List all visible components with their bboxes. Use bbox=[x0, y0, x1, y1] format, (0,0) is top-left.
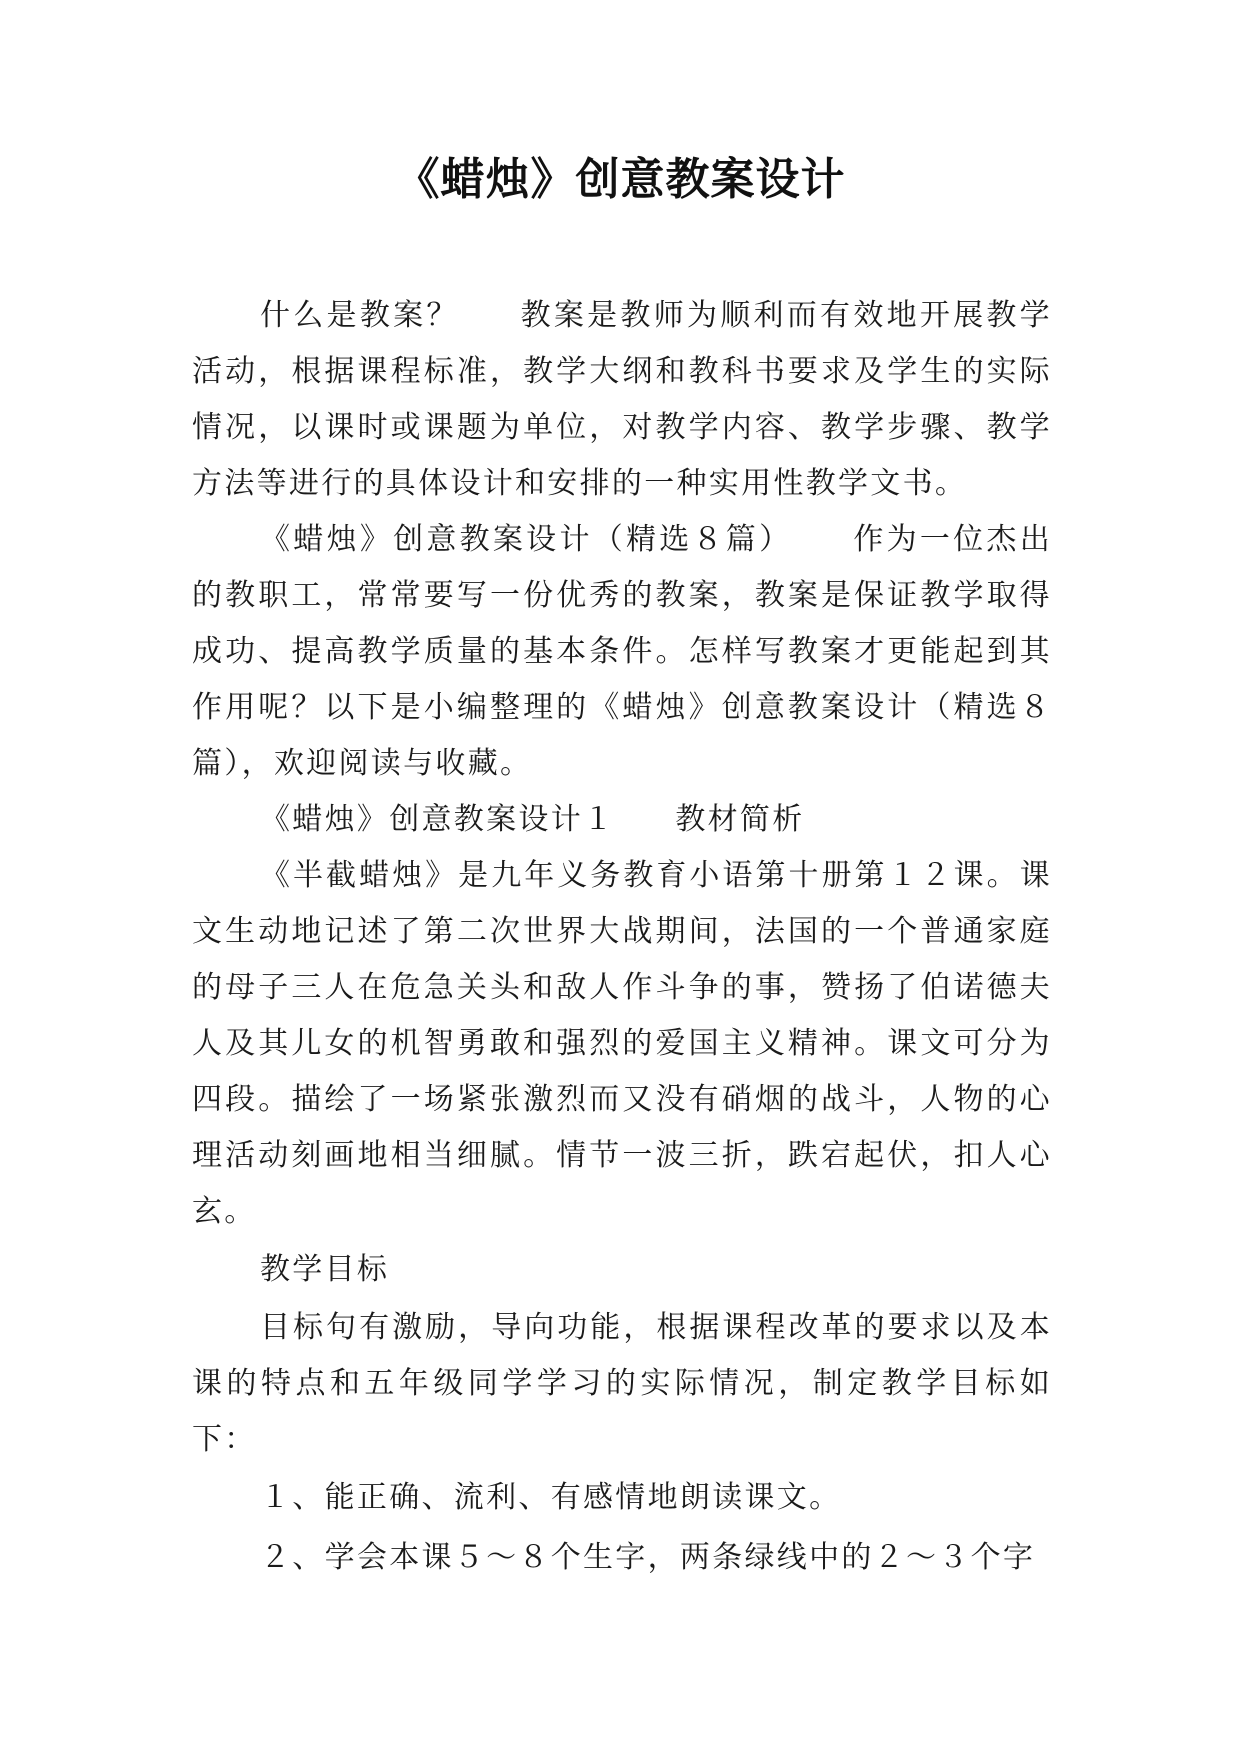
paragraph-text: 教学目标 bbox=[260, 1252, 390, 1287]
paragraph-text: 教材简析 bbox=[675, 802, 805, 837]
paragraph-what-is-lesson-plan bbox=[192, 288, 1052, 512]
paragraph-lead: 《蜡烛》创意教案设计（精选８篇） bbox=[260, 522, 793, 557]
paragraph-lead: 什么是教案？ bbox=[260, 298, 460, 333]
document-body bbox=[192, 288, 1052, 1588]
paragraph-goals-intro bbox=[192, 1300, 1052, 1468]
section-heading-plan-1 bbox=[192, 792, 1052, 848]
list-item-goal-2 bbox=[192, 1528, 1052, 1588]
document-title: 《蜡烛》创意教案设计 bbox=[395, 154, 846, 205]
paragraph-text: 作为一位杰出的教职工，常常要写一份优秀的教案，教案是保证教学取得成功、提高教学质量的基本条件。怎样写教案才更能起到其作用呢？以下是小编整理的《蜡烛》创意教案设计（精选８篇），欢迎阅读与收藏。 bbox=[192, 522, 1052, 781]
paragraph-text: ２、学会本课５～８个生字，两条绿线中的２～３个字 bbox=[260, 1540, 1036, 1575]
paragraph-material-analysis bbox=[192, 848, 1052, 1240]
list-item-goal-1 bbox=[192, 1468, 1052, 1528]
paragraph-text: １、能正确、流利、有感情地朗读课文。 bbox=[260, 1480, 842, 1515]
paragraph-lead: 《蜡烛》创意教案设计１ bbox=[260, 802, 616, 837]
paragraph-text: 《半截蜡烛》是九年义务教育小语第十册第１２课。课文生动地记述了第二次世界大战期间，法国的一个普通家庭的母子三人在危急关头和敌人作斗争的事，赞扬了伯诺德夫人及其儿女的机智勇敢和强烈的爱国主义精神。课文可分为四段。描绘了一场紧张激烈而又没有硝烟的战斗，人物的心理活动刻画地相当细腻。情节一波三折，跌宕起伏，扣人心玄。 bbox=[192, 858, 1052, 1229]
section-heading-teaching-goals bbox=[192, 1240, 1052, 1300]
paragraph-text: 目标句有激励，导向功能，根据课程改革的要求以及本课的特点和五年级同学学习的实际情况，制定教学目标如下： bbox=[192, 1310, 1052, 1457]
paragraph-intro bbox=[192, 512, 1052, 792]
paragraph-text: 教案是教师为顺利而有效地开展教学活动，根据课程标准，教学大纲和教科书要求及学生的实际情况，以课时或课题为单位，对教学内容、教学步骤、教学方法等进行的具体设计和安排的一种实用性教学文书。 bbox=[192, 298, 1052, 501]
